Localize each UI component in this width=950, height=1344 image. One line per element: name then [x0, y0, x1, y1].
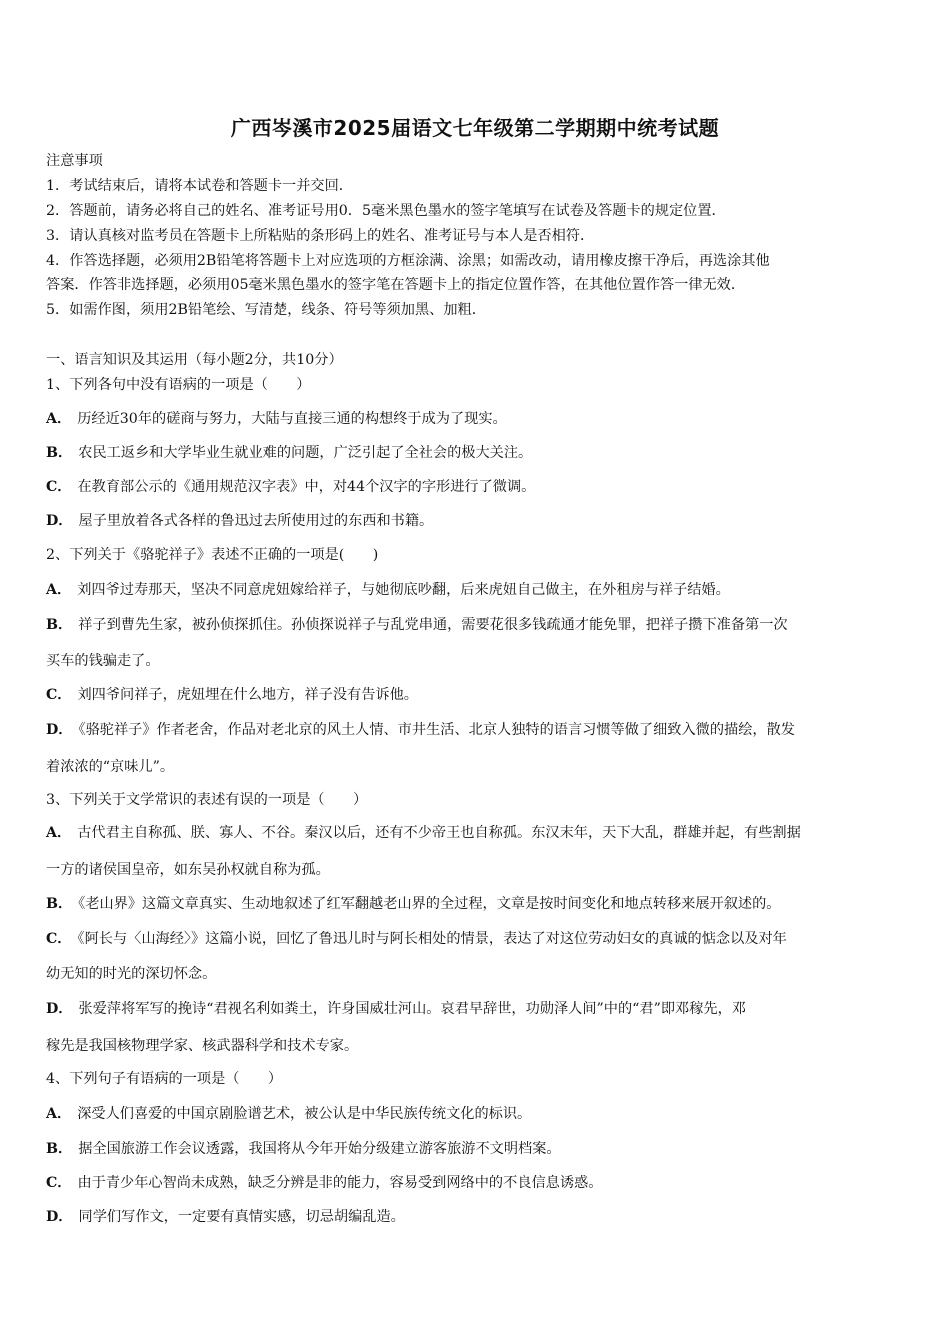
option-text: 祥子到曹先生家，被孙侦探抓住。孙侦探说祥子与乱党串通，需要花很多钱疏通才能免罪，把祥子攒下准备第一次	[78, 617, 788, 633]
option-d	[46, 511, 908, 531]
option-label: A．	[46, 825, 72, 841]
option-b	[46, 443, 908, 463]
option-label: D．	[46, 1209, 73, 1225]
option-label: D．	[46, 722, 73, 738]
option-text: 张爱萍将军写的挽诗“君视名利如粪土，许身国威壮河山。哀君早辞世，功勋泽人间”中的“君”即邓稼先，邓	[78, 1001, 746, 1017]
notice-heading: 注意事项	[46, 153, 103, 169]
option-text: 在教育部公示的《通用规范汉字表》中，对44个汉字的字形进行了微调。	[77, 479, 536, 495]
notice-item: 3．请认真核对监考员在答题卡上所粘贴的条形码上的姓名、准考证号与本人是否相符．	[46, 228, 595, 244]
notice-item: 5．如需作图，须用2B铅笔绘、写清楚，线条、符号等须加黑、加粗．	[46, 302, 486, 318]
option-label: B．	[46, 445, 73, 461]
option-c	[46, 477, 908, 497]
question-stem: 2、下列关于《骆驼祥子》表述不正确的一项是( )	[46, 547, 379, 563]
option-c	[46, 1173, 908, 1193]
option-text: 历经近30年的磋商与努力，大陆与直接三通的构想终于成为了现实。	[77, 411, 507, 427]
section-heading: 一、语言知识及其运用（每小题2分，共10分）	[46, 352, 343, 368]
option-label: A．	[46, 1106, 72, 1122]
option-a	[46, 409, 908, 429]
option-text: 刘四爷过寿那天，坚决不同意虎妞嫁给祥子，与她彻底吵翻，后来虎妞自己做主，在外租房与祥子结婚。	[77, 582, 730, 598]
option-text: 深受人们喜爱的中国京剧脸谱艺术，被公认是中华民族传统文化的标识。	[77, 1106, 532, 1122]
option-label: D．	[46, 1001, 73, 1017]
option-label: A．	[46, 411, 72, 427]
option-c	[46, 929, 908, 949]
option-d	[46, 720, 908, 740]
notice-item: 4．作答选择题，必须用2B铅笔将答题卡上对应选项的方框涂满、涂黑；如需改动，请用橡皮擦干净后，再选涂其他	[46, 253, 770, 269]
option-label: B．	[46, 1141, 73, 1157]
option-continuation: 买车的钱骗走了。	[46, 653, 160, 669]
notice-item: 1．考试结束后，请将本试卷和答题卡一并交回．	[46, 178, 353, 194]
option-d	[46, 999, 908, 1019]
option-d	[46, 1207, 908, 1227]
option-b	[46, 615, 908, 635]
option-c	[46, 685, 908, 705]
option-text: 同学们写作文，一定要有真情实感，切忌胡编乱造。	[78, 1209, 405, 1225]
option-a	[46, 580, 908, 600]
option-text: 《阿长与〈山海经〉》这篇小说，回忆了鲁迅儿时与阿长相处的情景，表达了对这位劳动妇女的真诚的惦念以及对年	[77, 931, 787, 947]
option-label: C．	[46, 1175, 72, 1191]
notice-item: 答案．作答非选择题，必须用05毫米黑色墨水的签字笔在答题卡上的指定位置作答，在其他位置作答一律无效．	[46, 277, 746, 293]
option-label: C．	[46, 931, 72, 947]
option-label: D．	[46, 513, 73, 529]
option-text: 《老山界》这篇文章真实、生动地叙述了红军翻越老山界的全过程，文章是按时间变化和地点转移来展开叙述的。	[78, 896, 781, 912]
option-continuation: 稼先是我国核物理学家、核武器科学和技术专家。	[46, 1038, 359, 1054]
option-label: A．	[46, 582, 72, 598]
option-text: 刘四爷问祥子，虎妞埋在什么地方，祥子没有告诉他。	[77, 687, 418, 703]
option-continuation: 幼无知的时光的深切怀念。	[46, 966, 217, 982]
option-text: 据全国旅游工作会议透露，我国将从今年开始分级建立游客旅游不文明档案。	[78, 1141, 561, 1157]
option-continuation: 着浓浓的“京味儿”。	[46, 759, 175, 775]
option-text: 由于青少年心智尚未成熟，缺乏分辨是非的能力，容易受到网络中的不良信息诱惑。	[77, 1175, 603, 1191]
option-label: C．	[46, 479, 72, 495]
option-b	[46, 1139, 908, 1159]
option-a	[46, 1104, 908, 1124]
option-text: 古代君主自称孤、朕、寡人、不谷。秦汉以后，还有不少帝王也自称孤。东汉末年，天下大乱，群雄并起，有些割据	[77, 825, 801, 841]
option-text: 《骆驼祥子》作者老舍，作品对老北京的风土人情、市井生活、北京人独特的语言习惯等做了细致入微的描绘，散发	[78, 722, 795, 738]
option-a	[46, 823, 908, 843]
question-stem: 4、下列句子有语病的一项是（ ）	[46, 1071, 283, 1087]
option-label: B．	[46, 896, 73, 912]
notice-item: 2．答题前，请务必将自己的姓名、准考证号用0．5毫米黑色墨水的签字笔填写在试卷及答题卡的规定位置．	[46, 203, 726, 219]
option-label: B．	[46, 617, 73, 633]
option-continuation: 一方的诸侯国皇帝，如东吴孙权就自称为孤。	[46, 862, 330, 878]
question-stem: 1、下列各句中没有语病的一项是（ ）	[46, 377, 311, 393]
page-title: 广西岑溪市2025届语文七年级第二学期期中统考试题	[230, 116, 720, 140]
option-b	[46, 894, 908, 914]
question-stem: 3、下列关于文学常识的表述有误的一项是（ ）	[46, 792, 368, 808]
option-text: 农民工返乡和大学毕业生就业难的问题，广泛引起了全社会的极大关注。	[78, 445, 533, 461]
option-label: C．	[46, 687, 72, 703]
option-text: 屋子里放着各式各样的鲁迅过去所使用过的东西和书籍。	[78, 513, 434, 529]
